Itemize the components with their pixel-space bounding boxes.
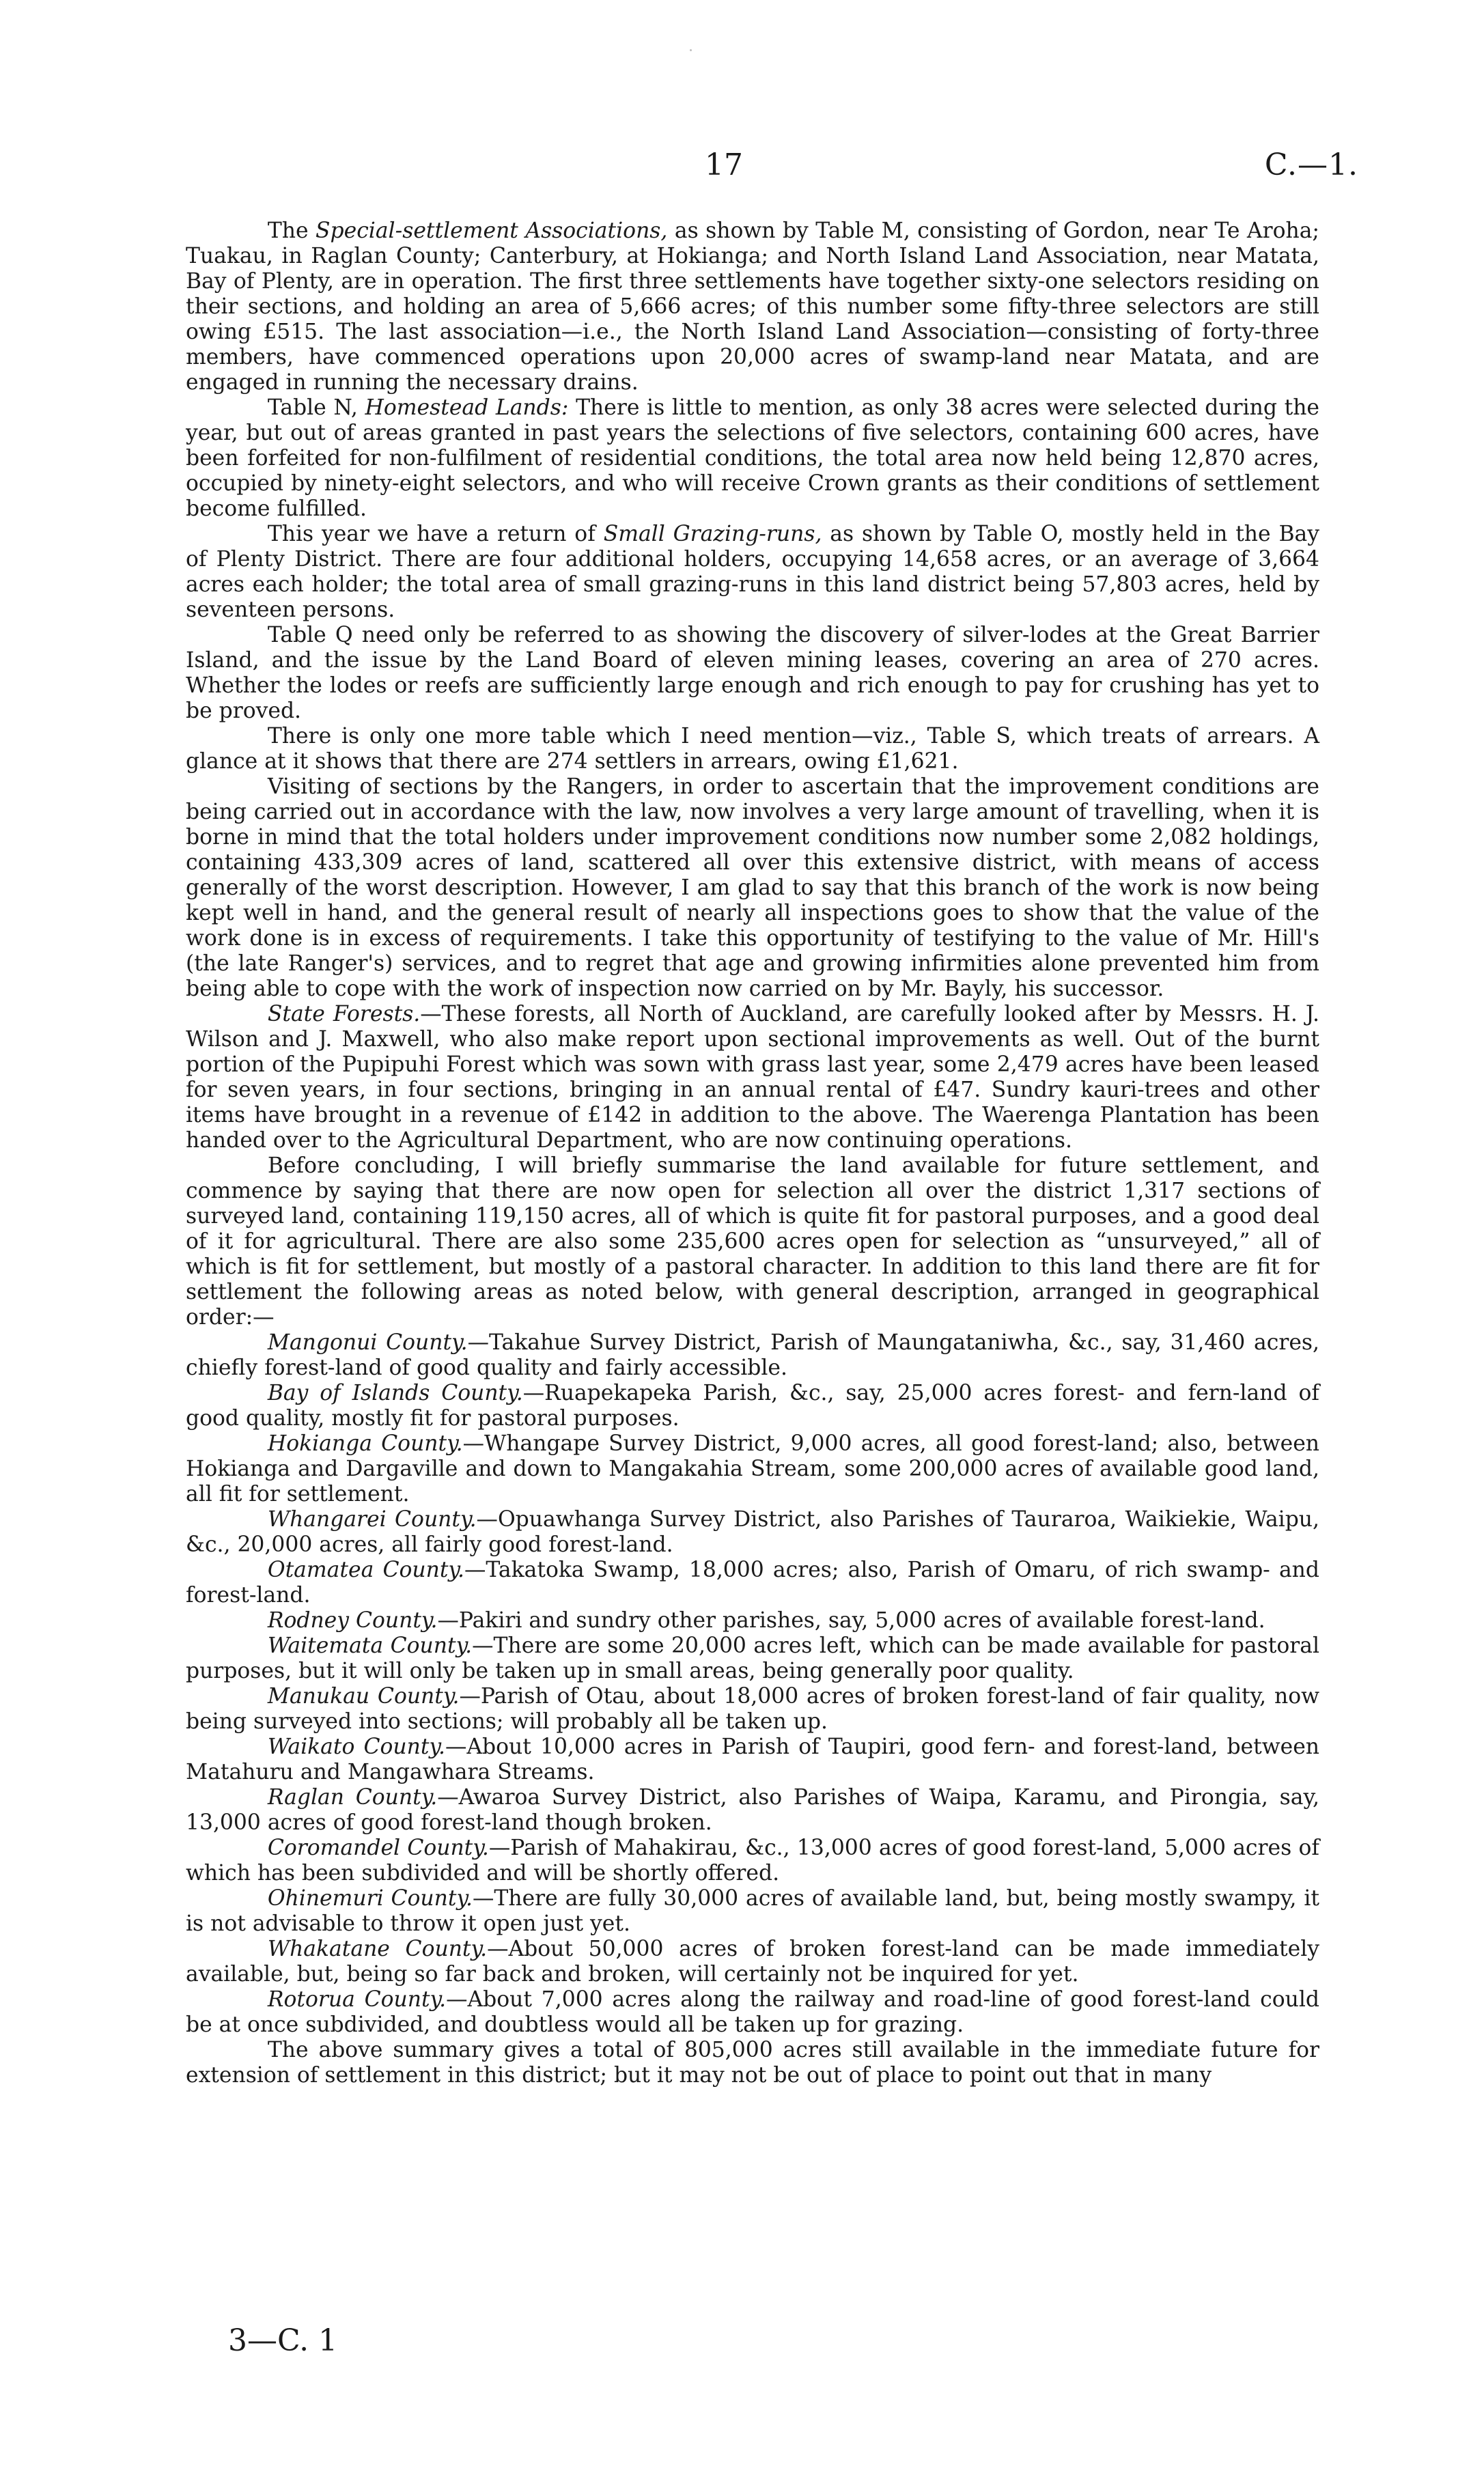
paragraph: The Special-settlement Associations, as shown by Table M, consisting of Gordon, near Te Aroha; Tuakau, in Raglan County; Canterbury, at Hokianga; and North Island Land Association, near Matata, Bay of Plenty, are in operation. The first three settlements have together sixty-one selectors residing on their sections, and holding an area of 5,666 acres; of this number some fifty-three selectors are still owing £515. The last association—i.e., the North Island Land Association—consisting of forty-three members, have commenced operations upon 20,000 acres of swamp-land near Matata, and are engaged in running the necessary drains. bbox=[186, 219, 1319, 395]
county-entry: Bay of Islands County.—Ruapekapeka Parish, &c., say, 25,000 acres forest- and fern-land of good quality, mostly fit for pastoral purposes. bbox=[186, 1381, 1319, 1431]
county-entry: Whakatane County.—About 50,000 acres of broken forest-land can be made immediately available, but, being so far back and broken, will certainly not be inquired for yet. bbox=[186, 1937, 1319, 1987]
county-entry: Mangonui County.—Takahue Survey District, Parish of Maungataniwha, &c., say, 31,460 acres, chiefly forest-land of good quality and fairly accessible. bbox=[186, 1330, 1319, 1380]
paragraph: Table N, Homestead Lands: There is little to mention, as only 38 acres were selected during the year, but out of areas granted in past years the selections of five selectors, containing 600 acres, have been forfeited for non-fulfilment of residential conditions, the total area now held being 12,870 acres, occupied by ninety-eight selectors, and who will receive Crown grants as their conditions of settlement become fulfilled. bbox=[186, 395, 1319, 521]
paragraph: Visiting of sections by the Rangers, in order to ascertain that the improvement conditions are being carried out in accordance with the law, now involves a very large amount of travelling, when it is borne in mind that the total holders under improvement conditions now number some 2,082 holdings, containing 433,309 acres of land, scattered all over this extensive district, with means of access generally of the worst description. However, I am glad to say that this branch of the work is now being kept well in hand, and the general result of nearly all inspections goes to show that the value of the work done is in excess of requirements. I take this opportunity of testifying to the value of Mr. Hill's (the late Ranger's) services, and to regret that age and growing infirmities alone prevented him from being able to cope with the work of inspection now carried on by Mr. Bayly, his successor. bbox=[186, 774, 1319, 1001]
county-entry: Rotorua County.—About 7,000 acres along the railway and road-line of good forest-land could be at once subdivided, and doubtless would all be taken up for grazing. bbox=[186, 1987, 1319, 2037]
county-entry: Otamatea County.—Takatoka Swamp, 18,000 acres; also, Parish of Omaru, of rich swamp- and forest-land. bbox=[186, 1558, 1319, 1608]
body-text bbox=[186, 219, 1319, 2088]
paragraph: This year we have a return of Small Grazing-runs, as shown by Table O, mostly held in the Bay of Plenty District. There are four additional holders, occupying 14,658 acres, or an average of 3,664 acres each holder; the total area of small grazing-runs in this land district being 57,803 acres, held by seventeen persons. bbox=[186, 522, 1319, 622]
paragraph: There is only one more table which I need mention—viz., Table S, which treats of arrears. A glance at it shows that there are 274 settlers in arrears, owing £1,621. bbox=[186, 724, 1319, 774]
scan-speck bbox=[690, 49, 692, 51]
paragraph: State Forests.—These forests, all North of Auckland, are carefully looked after by Messrs. H. J. Wilson and J. Maxwell, who also make report upon sectional improvements as well. Out of the burnt portion of the Pupipuhi Forest which was sown with grass last year, some 2,479 acres have been leased for seven years, in four sections, bringing in an annual rental of £47. Sundry kauri-trees and other items have brought in a revenue of £142 in addition to the above. The Waerenga Plantation has been handed over to the Agricultural Department, who are now continuing operations. bbox=[186, 1002, 1320, 1153]
county-entry: Raglan County.—Awaroa Survey District, also Parishes of Waipa, Karamu, and Pirongia, say, 13,000 acres of good forest-land though broken. bbox=[186, 1785, 1319, 1835]
county-entry: Waitemata County.—There are some 20,000 acres left, which can be made available for pastoral purposes, but it will only be taken up in small areas, being generally poor quality. bbox=[186, 1633, 1319, 1683]
county-entry: Ohinemuri County.—There are fully 30,000 acres of available land, but, being mostly swampy, it is not advisable to throw it open just yet. bbox=[186, 1886, 1319, 1936]
signature-mark: 3—C. 1 bbox=[228, 2323, 338, 2358]
paragraph: The above summary gives a total of 805,000 acres still available in the immediate future for extension of settlement in this district; but it may not be out of place to point out that in many bbox=[186, 2038, 1319, 2088]
county-entry: Hokianga County.—Whangape Survey District, 9,000 acres, all good forest-land; also, between Hokianga and Dargaville and down to Mangakahia Stream, some 200,000 acres of available good land, all fit for settlement. bbox=[186, 1431, 1319, 1506]
page-header bbox=[0, 146, 1484, 194]
county-entry: Manukau County.—Parish of Otau, about 18,000 acres of broken forest-land of fair quality, now being surveyed into sections; will probably all be taken up. bbox=[186, 1684, 1319, 1734]
county-entry: Whangarei County.—Opuawhanga Survey District, also Parishes of Tauraroa, Waikiekie, Waipu, &c., 20,000 acres, all fairly good forest-land. bbox=[186, 1507, 1319, 1557]
county-entry: Rodney County.—Pakiri and sundry other parishes, say, 5,000 acres of available forest-land. bbox=[267, 1608, 1265, 1633]
page-number: 17 bbox=[705, 148, 743, 182]
county-entry: Coromandel County.—Parish of Mahakirau, &c., 13,000 acres of good forest-land, 5,000 acres of which has been subdivided and will be shortly offered. bbox=[186, 1836, 1319, 1885]
county-entry: Waikato County.—About 10,000 acres in Parish of Taupiri, good fern- and forest-land, between Matahuru and Mangawhara Streams. bbox=[186, 1735, 1319, 1784]
paragraph: Before concluding, I will briefly summarise the land available for future settlement, and commence by saying that there are now open for selection all over the district 1,317 sections of surveyed land, containing 119,150 acres, all of which is quite fit for pastoral purposes, and a good deal of it for agricultural. There are also some 235,600 acres open for selection as “unsurveyed,” all of which is fit for settlement, but mostly of a pastoral character. In addition to this land there are fit for settlement the following areas as noted below, with general description, arranged in geographical order:— bbox=[186, 1153, 1319, 1330]
document-code: C.—1. bbox=[1264, 148, 1358, 182]
paragraph: Table Q need only be referred to as showing the discovery of silver-lodes at the Great Barrier Island, and the issue by the Land Board of eleven mining leases, covering an area of 270 acres. Whether the lodes or reefs are sufficiently large enough and rich enough to pay for crushing has yet to be proved. bbox=[186, 623, 1319, 723]
